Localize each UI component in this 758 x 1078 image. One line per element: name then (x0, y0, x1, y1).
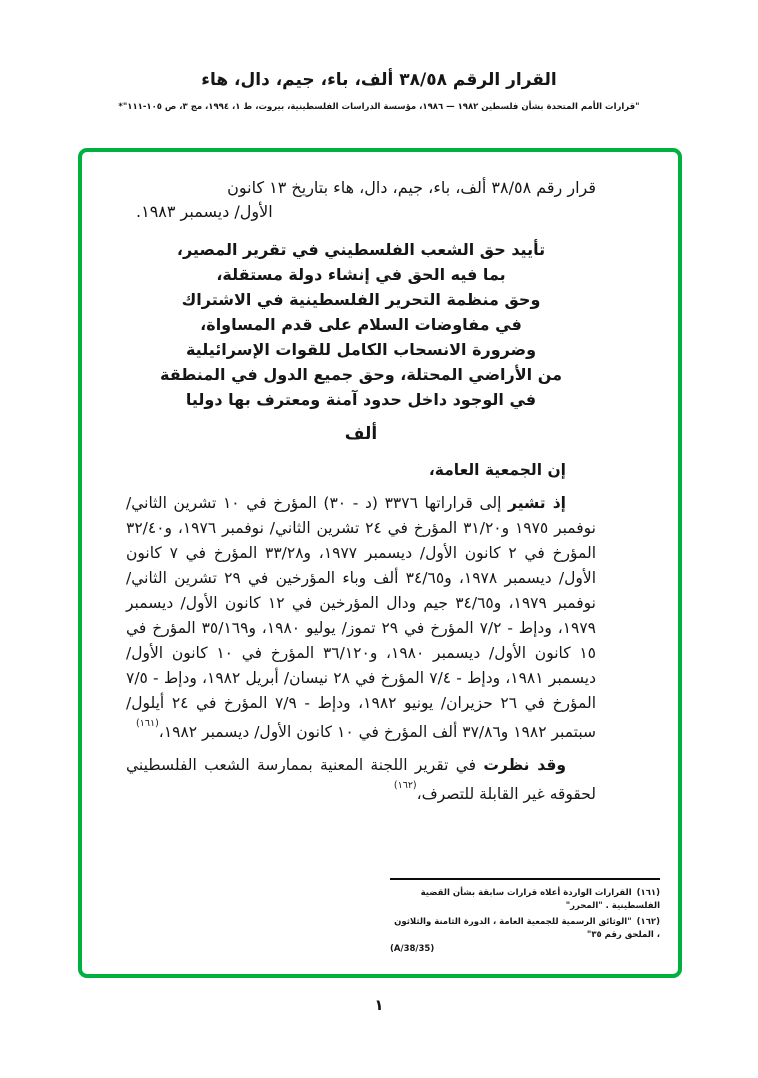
footnote-text: القرارات الواردة أعلاه قرارات سابقة بشأن القضية الفلسطينية . "المحرر" (420, 888, 660, 911)
footnote-document-symbol: (A/38/35) (390, 944, 435, 954)
paragraph-body-text: إلى قراراتها ٣٣٧٦ (د - ٣٠) المؤرخ في ١٠ تشرين الثاني/ نوفمبر ١٩٧٥ و٣١/٢٠ المؤرخ في ٢٤ تشرين الثاني/ نوفمبر ١٩٧٦، و٣٢/٤٠ المؤرخ في ٢ كانون الأول/ ديسمبر ١٩٧٧، و٣٣/٢٨ المؤرخ في ٧ كانون الأول/ ديسمبر ١٩٧٨، و٣٤/٦٥ ألف وباء المؤرخين في ٢٩ تشرين الثاني/ نوفمبر ١٩٧٩، و٣٤/٦٥ جيم ودال المؤرخين في ١٢ كانون الأول/ ديسمبر ١٩٧٩، ودإط - ٧/٢ المؤرخ في ٢٩ تموز/ يوليو ١٩٨٠، و٣٥/١٦٩ المؤرخ في ١٥ كانون الأول/ ديسمبر ١٩٨٠، و٣٦/١٢٠ المؤرخ في ١٠ كانون الأول/ ديسمبر ١٩٨١، ودإط - ٧/٤ المؤرخ في ٢٨ نيسان/ أبريل ١٩٨٢، ودإط - ٧/٥ المؤرخ في ٢٦ حزيران/ يونيو ١٩٨٢، ودإط - ٧/٩ المؤرخ في ٢٤ أيلول/ سبتمبر ١٩٨٢ و٣٧/٨٦ ألف المؤرخ في ١٠ كانون الأول/ ديسمبر ١٩٨٢، (126, 494, 597, 742)
resolution-content (82, 152, 678, 807)
resolution-box (78, 148, 682, 978)
resolution-heading (126, 176, 596, 224)
paragraph-lead-text: إن الجمعية العامة، (428, 461, 566, 479)
paragraph-considered-report (126, 753, 596, 807)
preamble-line: تأييد حق الشعب الفلسطيني في تقرير المصير، (176, 240, 546, 259)
paragraph-recalling (126, 491, 596, 745)
preamble-line: في مفاوضات السلام على قدم المساواة، (200, 315, 522, 334)
resolution-heading-line2: الأول/ ديسمبر ١٩٨٣. (136, 202, 273, 221)
footnote-separator (390, 878, 660, 880)
paragraph-assembly-lead (126, 458, 596, 483)
footnote-marker: (١٦٢) (636, 917, 660, 927)
page-number: ١ (374, 996, 384, 1014)
paragraph-lead-text: إذ تشير (508, 494, 566, 512)
preamble-line: وضرورة الانسحاب الكامل للقوات الإسرائيلية (185, 340, 537, 359)
footnotes-area (390, 878, 660, 954)
resolution-preamble (126, 237, 596, 412)
footnote-ref-162: (١٦٢) (393, 780, 417, 792)
paragraph-lead-text: وقد نظرت (483, 756, 566, 775)
preamble-line: في الوجود داخل حدود آمنة ومعترف بها دوليا (185, 390, 537, 409)
source-citation: "قرارات الأمم المتحدة بشأن فلسطين ١٩٨٢ — ١٩٨٦، مؤسسة الدراسات الفلسطينية، بيروت، ط ١، ١٩٩٤، مج ٣، ص ١٠٥-١١١"* (118, 102, 640, 112)
resolution-heading-line1: قرار رقم ٣٨/٥٨ ألف، باء، جيم، دال، هاء بتاريخ ١٣ كانون (227, 178, 596, 197)
preamble-line: من الأراضي المحتلة، وحق جميع الدول في المنطقة (159, 365, 563, 384)
document-title: القرار الرقم ٣٨/٥٨ ألف، باء، جيم، دال، هاء (201, 70, 557, 90)
footnote-ref-161: (١٦١) (136, 718, 159, 729)
footnote-162 (390, 916, 660, 942)
footnote-marker: (١٦١) (636, 888, 660, 898)
footnote-161 (390, 887, 660, 913)
footnote-text: "الوثائق الرسمية للجمعية العامة ، الدورة الثامنة والثلاثون ، الملحق رقم ٣٥" (394, 917, 660, 940)
section-heading-alef: ألف (344, 424, 378, 444)
preamble-line: وحق منظمة التحرير الفلسطينية في الاشتراك (181, 290, 541, 309)
preamble-line: بما فيه الحق في إنشاء دولة مستقلة، (216, 265, 506, 284)
paragraph-body-text: في تقرير اللجنة المعنية بممارسة الشعب الفلسطيني لحقوقه غير القابلة للتصرف، (126, 756, 596, 804)
